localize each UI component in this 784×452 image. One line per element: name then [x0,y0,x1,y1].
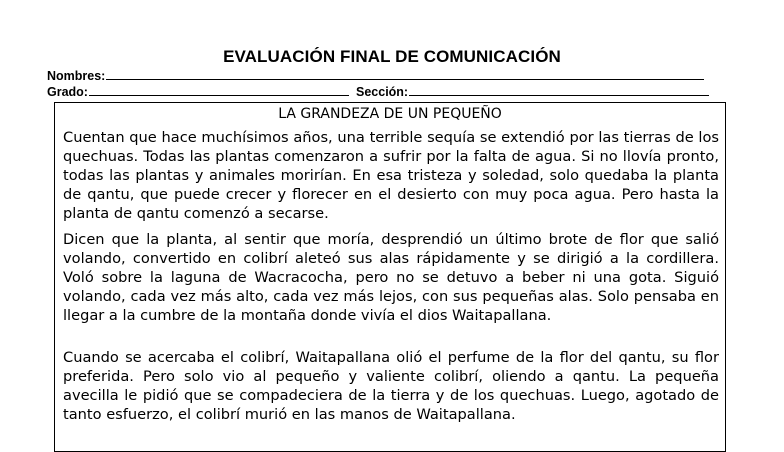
seccion-field [356,85,709,99]
seccion-line [409,94,709,96]
nombres-label: Nombres: [47,69,106,83]
seccion-label: Sección: [356,85,409,99]
page-title: EVALUACIÓN FINAL DE COMUNICACIÓN [223,47,561,66]
story-title: LA GRANDEZA DE UN PEQUEÑO [278,106,502,122]
nombres-field [47,69,704,83]
grado-field [47,85,349,99]
story-paragraph-3: Cuando se acercaba el colibrí, Waitapallana olió el perfume de la flor del qantu, su flor preferida. Pero solo vio al pequeño y valiente colibrí, oliendo a qantu. La pequeña avecilla le pidió que se compadeciera de la tierra y de los quechuas. Luego, agotado de tanto esfuerzo, el colibrí murió en las manos de Waitapallana. [63,349,719,423]
grado-line [89,94,349,96]
grado-label: Grado: [47,85,88,99]
story-paragraph-2: Dicen que la planta, al sentir que moría, desprendió un último brote de flor que salió volando, convertido en colibrí aleteó sus alas rápidamente y se dirigió a la cordillera. Voló sobre la laguna de Wacracocha, pero no se detuvo a beber ni una gota. Siguió volando, cada vez más alto, cada vez más lejos, con sus pequeñas alas. Solo pensaba en llegar a la cumbre de la montaña donde vivía el dios Waitapallana. [63,231,719,324]
story-paragraph-1: Cuentan que hace muchísimos años, una terrible sequía se extendió por las tierras de los quechuas. Todas las plantas comenzaron a sufrir por la falta de agua. Si no llovía pronto, todas las plantas y animales morirían. En esa tristeza y soledad, solo quedaba la planta de qantu, que puede crecer y florecer en el desierto con muy poca agua. Pero hasta la planta de qantu comenzó a secarse. [63,129,719,222]
nombres-line [106,78,704,80]
